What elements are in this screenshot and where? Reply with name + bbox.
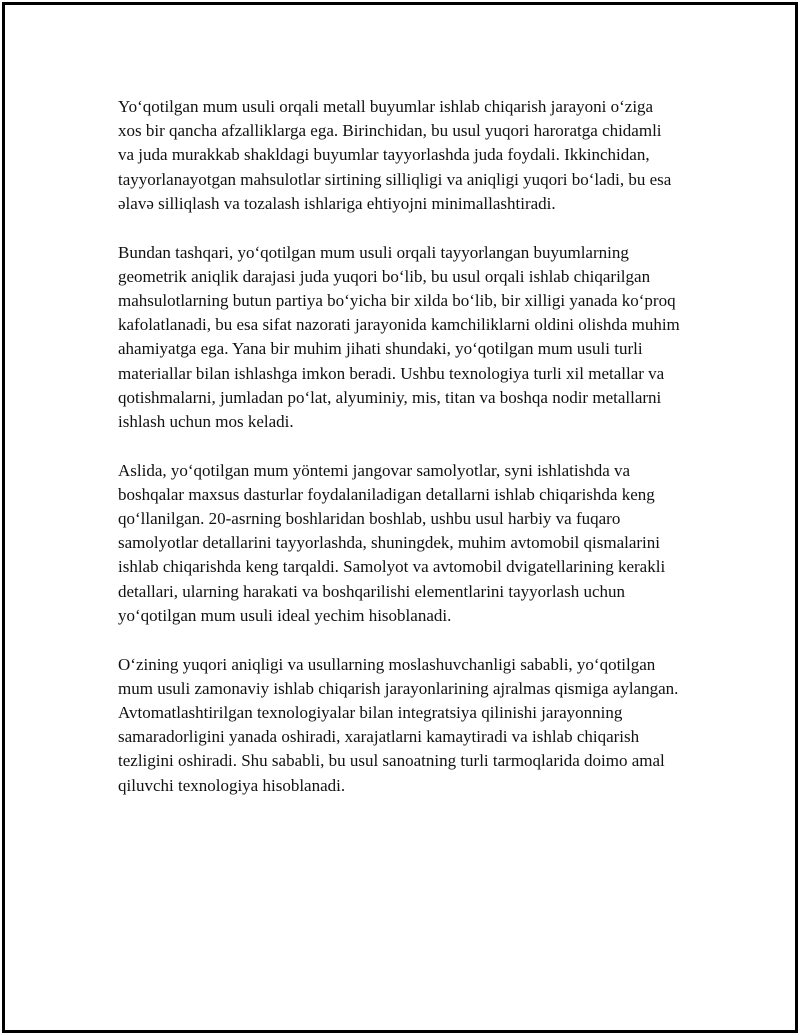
paragraph-2: Bundan tashqari, yo‘qotilgan mum usuli orqali tayyorlangan buyumlarning geometrik aniqlik darajasi juda yuqori bo‘lib, bu usul orqali ishlab chiqarilgan mahsulotlarning butun partiya bo‘yicha bir xilda bo‘lib, bir xilligi yanada ko‘proq kafolatlanadi, bu esa sifat nazorati jarayonida kamchiliklarni oldini olishda muhim ahamiyatga ega. Yana bir muhim jihati shundaki, yo‘qotilgan mum usuli turli materiallar bilan ishlashga imkon beradi. Ushbu texnologiya turli xil metallar va qotishmalarni, jumladan po‘lat, alyuminiy, mis, titan va boshqa nodir metallarni ishlash uchun mos keladi.	[118, 242, 680, 431]
paragraph-3: Aslida, yo‘qotilgan mum yöntemi jangovar samolyotlar, syni ishlatishda va boshqalar maxsus dasturlar foydalaniladigan detallarni ishlab chiqarishda keng qo‘llanilgan. 20-asrning boshlaridan boshlab, ushbu usul harbiy va fuqaro samolyotlar detallarini tayyorlashda, shuningdek, muhim avtomobil qismalarini ishlab chiqarishda keng tarqaldi. Samolyot va avtomobil dvigatellarining kerakli detallari, ularning harakati va boshqarilishi elementlarini tayyorlash uchun yo‘qotilgan mum usuli ideal yechim hisoblanadi.	[118, 460, 666, 625]
paragraph-1: Yo‘qotilgan mum usuli orqali metall buyumlar ishlab chiqarish jarayoni o‘ziga xos bir qancha afzalliklarga ega. Birinchidan, bu usul yuqori haroratga chidamli va juda murakkab shakldagi buyumlar tayyorlashda juda foydali. Ikkinchidan, tayyorlanayotgan mahsulotlar sirtining silliqligi va aniqligi yuqori bo‘ladi, bu esa əlavə silliqlash va tozalash ishlariga ehtiyojni minimallashtiradi.	[118, 97, 672, 213]
paragraph-4: O‘zining yuqori aniqligi va usullarning moslashuvchanligi sababli, yo‘qotilgan mum usuli zamonaviy ishlab chiqarish jarayonlarining ajralmas qismiga aylangan. Avtomatlashtirilgan texnologiyalar bilan integratsiya qilinishi jarayonning samaradorligini yanada oshiradi, xarajatlarni kamaytiradi va ishlab chiqarish tezligini oshiradi. Shu sababli, bu usul sanoatning turli tarmoqlarida doimo amal qiluvchi texnologiya hisoblanadi.	[118, 654, 679, 795]
document-body	[118, 95, 680, 822]
